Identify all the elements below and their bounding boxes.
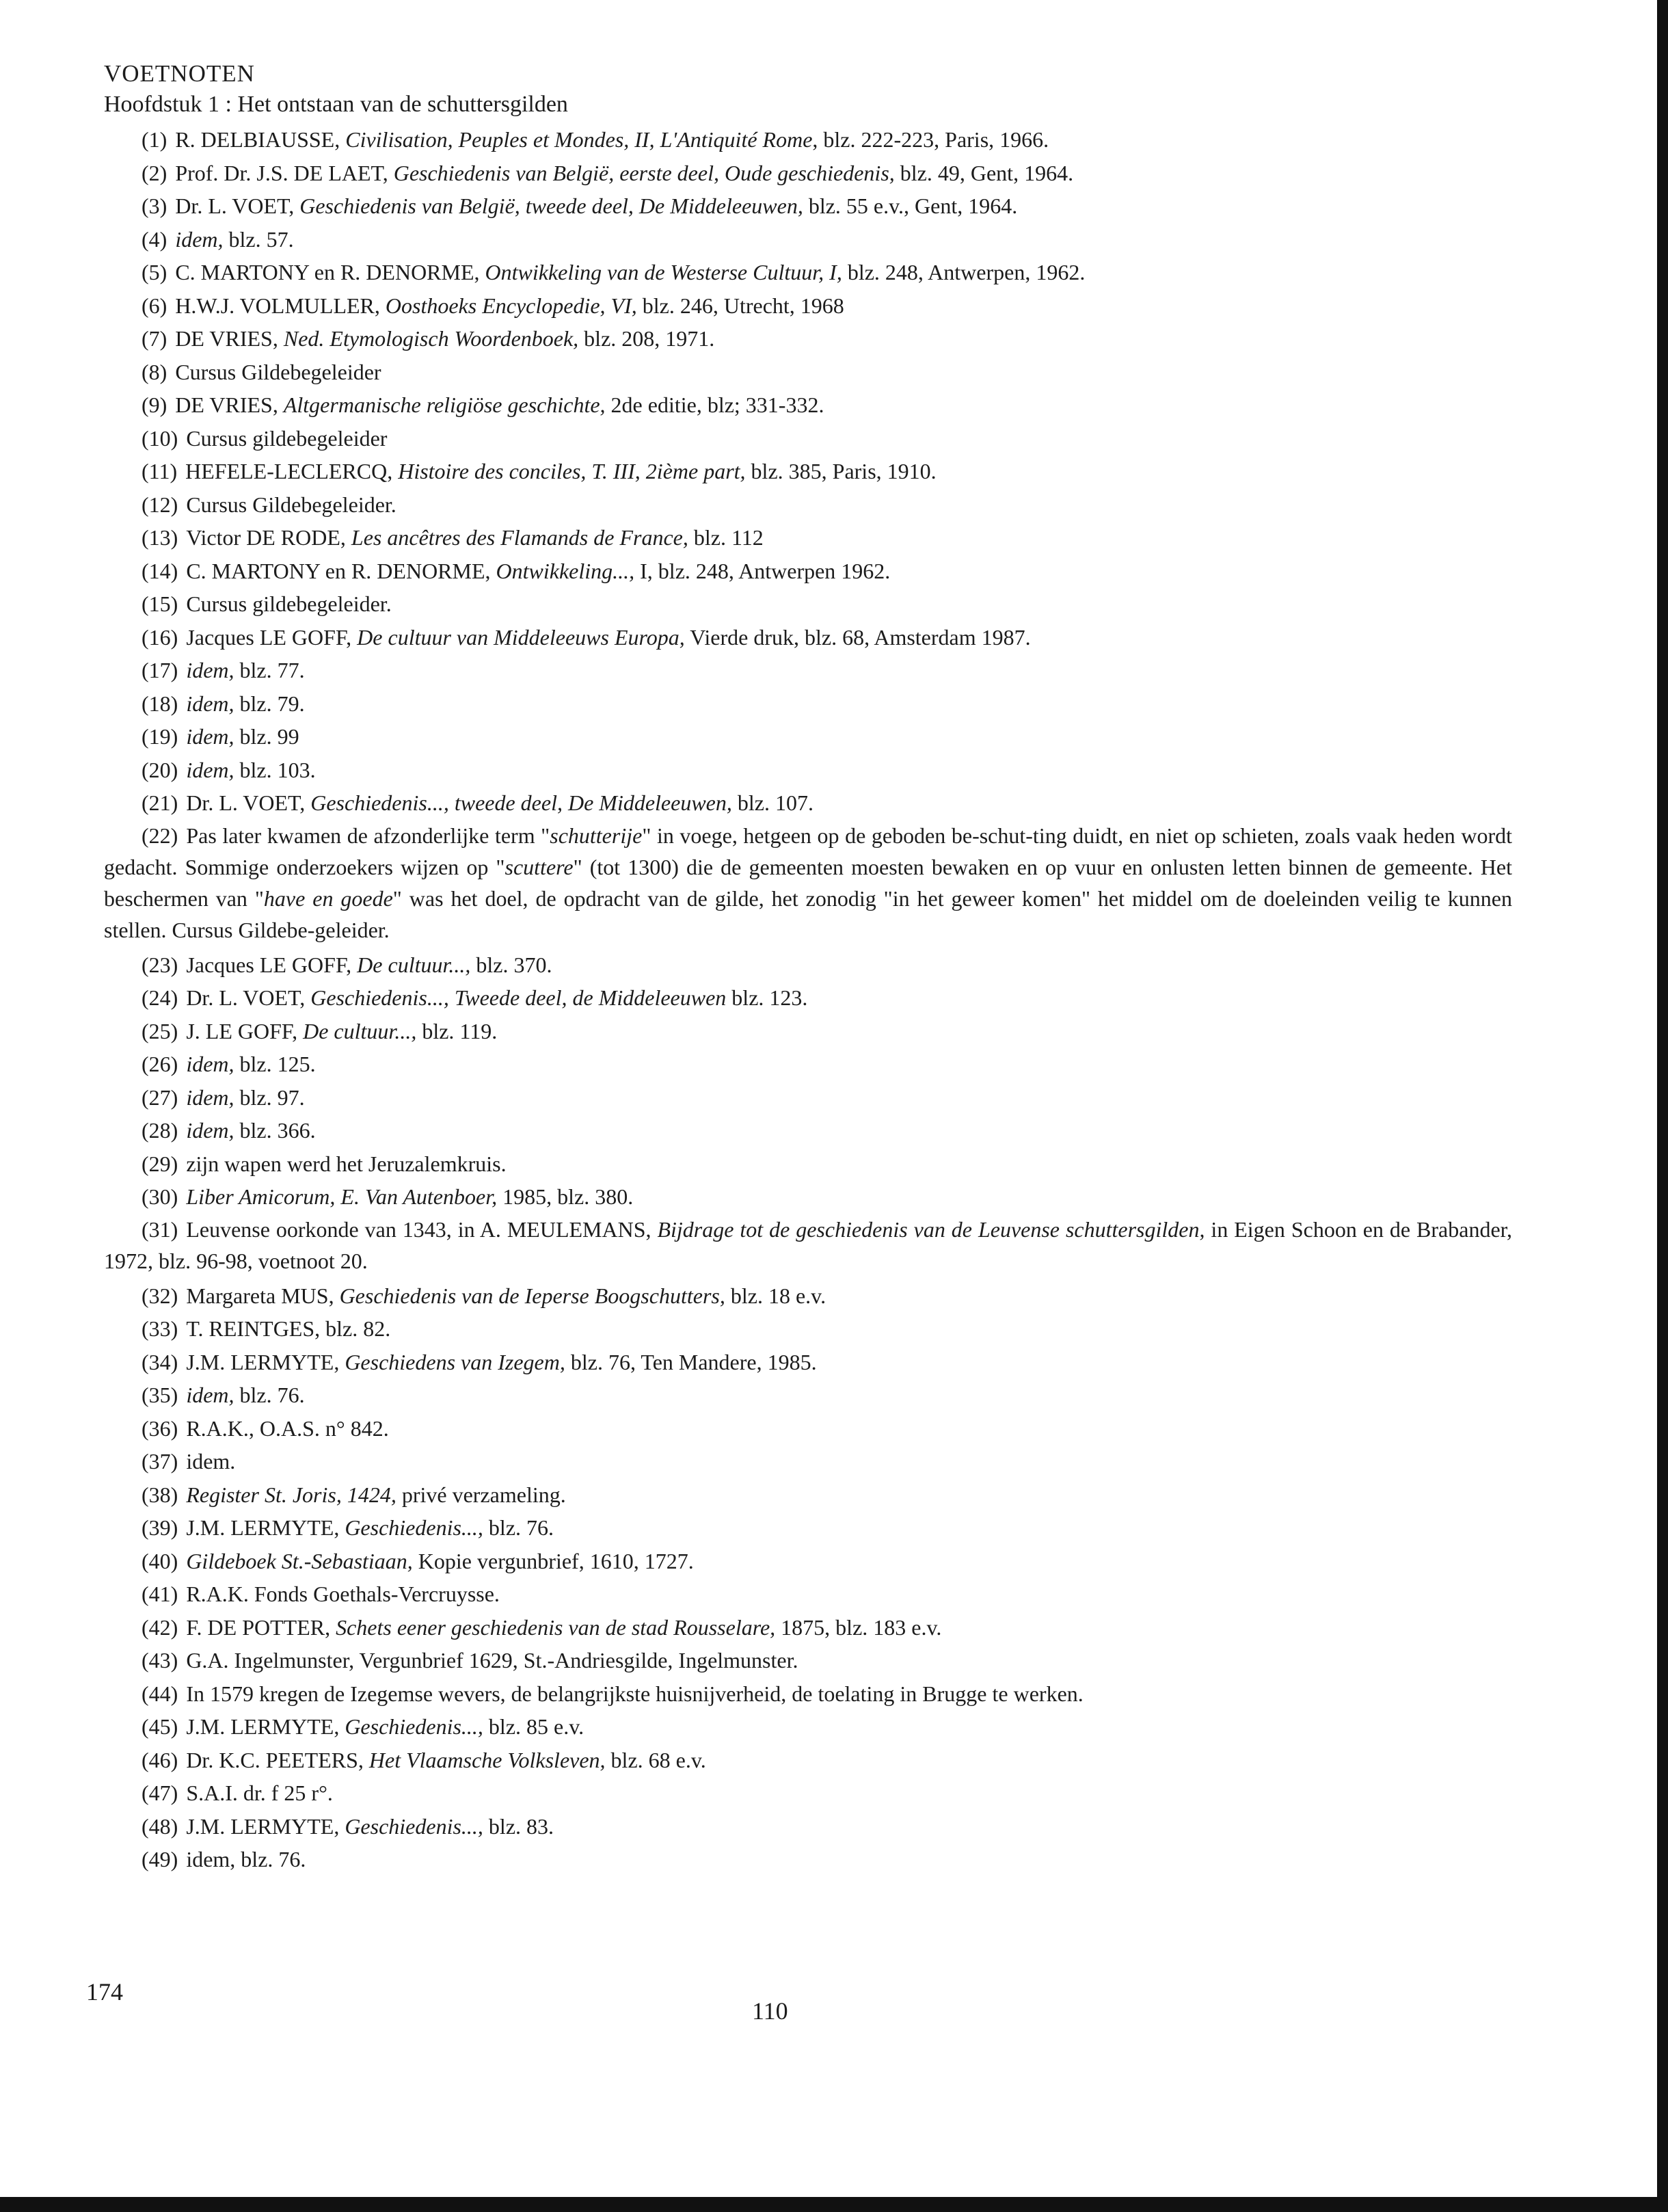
footnotes-page (104, 59, 1512, 1876)
footnote-text: R.A.K., O.A.S. n° 842. (186, 1415, 389, 1441)
footnote-title: Gildeboek St.-Sebastiaan, (186, 1548, 413, 1573)
chapter-heading: Hoofdstuk 1 : Het ontstaan van de schuttersgilden (104, 92, 568, 117)
footnote-ref: blz. 49, Gent, 1964. (900, 160, 1074, 185)
footnote (104, 1147, 1512, 1181)
footnote-number: (14) (142, 558, 178, 583)
footnote (104, 720, 1512, 754)
footnote (104, 256, 1512, 289)
footnote (104, 1776, 1512, 1810)
footnote-text: Jacques LE GOFF, (186, 952, 352, 977)
footnote (104, 1412, 1512, 1445)
footnote-number: (26) (142, 1052, 178, 1076)
footnote-ref: blz. 68 e.v. (610, 1747, 706, 1772)
footnote-ref: blz. 85 e.v. (488, 1714, 584, 1739)
footnote-number: (9) (142, 392, 167, 417)
footnote (104, 1810, 1512, 1843)
footnote-ref: blz. 103. (239, 757, 316, 782)
footnote-text: DE VRIES, (175, 326, 278, 351)
footnote-number: (2) (142, 160, 167, 185)
footnote (104, 981, 1512, 1015)
footnote-number: (49) (142, 1847, 178, 1871)
footnote-term: have en goede (263, 885, 393, 911)
footnote-title: Ned. Etymologisch Woordenboek, (283, 326, 579, 351)
footnote-number: (17) (142, 658, 178, 682)
footnote (104, 1677, 1512, 1711)
page-number-left: 174 (86, 1978, 123, 2006)
footnote-number: (8) (142, 359, 167, 384)
footnote-text: T. REINTGES, blz. 82. (186, 1316, 391, 1341)
footnote-number: (42) (142, 1614, 178, 1640)
footnote-number: (48) (142, 1813, 178, 1839)
footnote (104, 123, 1512, 157)
footnote-ref: blz. 57. (228, 226, 294, 252)
footnote (104, 388, 1512, 422)
footnote-ref: blz. 107. (737, 790, 813, 815)
footnote (104, 1312, 1512, 1346)
footnote-ref: blz. 76. (488, 1515, 554, 1540)
footnote-ref: blz. 248, Antwerpen, 1962. (847, 260, 1086, 284)
footnote-number: (46) (142, 1747, 178, 1772)
footnote-number: (19) (142, 724, 178, 749)
footnote-text: Cursus gildebegeleider (186, 425, 388, 451)
footnote-title: Geschiedenis van de Ieperse Boogschutters, (339, 1283, 725, 1308)
footnote-title: Bijdrage tot de geschiedenis van de Leuvense schuttersgilden, (657, 1216, 1205, 1242)
footnote-text: Dr. K.C. PEETERS, (186, 1747, 364, 1772)
footnote-ref: blz. 76, Ten Mandere, 1985. (570, 1349, 817, 1374)
footnote (104, 223, 1512, 256)
footnote-text: Dr. L. VOET, (186, 985, 306, 1010)
footnote (104, 189, 1512, 223)
footnote-number: (34) (142, 1349, 178, 1374)
footnote (104, 1346, 1512, 1379)
footnote-number: (5) (142, 260, 167, 284)
footnote (104, 322, 1512, 356)
footnote (104, 754, 1512, 787)
footnote-title: idem, (186, 757, 234, 782)
footnote-number: (16) (142, 624, 178, 650)
footnote-number: (25) (142, 1018, 178, 1043)
footnote-number: (21) (142, 790, 178, 815)
footnote-ref: in Eigen Schoon en de Brabander, 1972, blz. 96-98, voetnoot 20. (104, 1216, 1513, 1273)
footnote-term: schutterije (550, 823, 643, 848)
footnote-ref: privé verzameling. (401, 1482, 566, 1507)
footnote-number: (20) (142, 757, 178, 782)
footnote-number: (39) (142, 1515, 178, 1540)
footnote-number: (11) (142, 459, 178, 483)
footnote-title: Geschiedenis..., (345, 1813, 483, 1839)
footnote (104, 1710, 1512, 1744)
footnote-list (104, 123, 1512, 1876)
footnote-text: R. DELBIAUSSE, (175, 127, 340, 152)
footnote-ref: I, blz. 248, Antwerpen 1962. (640, 558, 891, 583)
footnote-number: (12) (142, 492, 178, 517)
footnote-title: Geschiedens van Izegem, (345, 1349, 565, 1374)
footnote-text: DE VRIES, (175, 392, 278, 417)
footnote (104, 1048, 1512, 1081)
footnote (104, 654, 1512, 687)
footnote (104, 621, 1512, 654)
footnote-text: idem. (186, 1449, 236, 1474)
footnote-title: idem, (186, 658, 234, 682)
footnote-title: Ontwikkeling van de Westerse Cultuur, I, (485, 260, 842, 284)
footnote-ref: blz. 97. (239, 1084, 305, 1110)
footnote-title: Schets eener geschiedenis van de stad Rousselare, (336, 1614, 776, 1640)
footnote-ref: 1875, blz. 183 e.v. (781, 1614, 942, 1640)
footnote-number: (27) (142, 1084, 178, 1110)
footnote-text: HEFELE-LECLERCQ, (185, 459, 393, 483)
footnote (104, 1114, 1512, 1147)
footnote-title: Civilisation, Peuples et Mondes, II, L'Antiquité Rome (345, 127, 813, 152)
footnote-ref: blz. 246, Utrecht, 1968 (642, 293, 844, 318)
footnote-title: Geschiedenis van België, eerste deel, Oude geschiedenis, (393, 160, 895, 185)
footnote-text: C. MARTONY en R. DENORME, (186, 558, 491, 583)
footnote-text: Prof. Dr. J.S. DE LAET, (175, 160, 388, 185)
footnote-title: idem, (186, 1118, 234, 1143)
footnote-text: G.A. Ingelmunster, Vergunbrief 1629, St.-Andriesgilde, Ingelmunster. (186, 1648, 798, 1673)
footnote (104, 1015, 1512, 1048)
footnote-title: Les ancêtres des Flamands de France, (351, 525, 688, 550)
page-title: VOETNOTEN (104, 60, 255, 87)
footnote (104, 687, 1512, 721)
footnote-number: (45) (142, 1714, 178, 1739)
footnote-title: De cultuur..., (357, 952, 471, 977)
footnote-text: J.M. LERMYTE, (186, 1714, 340, 1739)
footnote-number: (1) (142, 127, 167, 152)
footnote (104, 488, 1512, 522)
footnote-ref: blz. 112 (693, 525, 764, 550)
footnote-text: zijn wapen werd het Jeruzalemkruis. (186, 1151, 507, 1176)
footnote-title: Geschiedenis..., Tweede deel, de Middeleeuwen (310, 985, 727, 1010)
footnote-text: J.M. LERMYTE, (186, 1349, 340, 1374)
footnote-title: Geschiedenis van België, tweede deel, De Middeleeuwen, (299, 194, 803, 218)
footnote-number: (3) (142, 194, 167, 218)
footnote-ref: blz. 125. (239, 1052, 316, 1076)
footnote-text: Dr. L. VOET, (186, 790, 306, 815)
footnote-number: (38) (142, 1482, 178, 1507)
footnote (104, 1279, 1512, 1313)
footnote-number: (4) (142, 226, 167, 252)
footnote-title: Geschiedenis..., (345, 1714, 483, 1739)
footnote-ref: 2de editie, blz; 331-332. (610, 392, 824, 417)
footnote-ref: , blz. 222-223, Paris, 1966. (812, 127, 1049, 152)
footnote-text: Cursus Gildebegeleider. (186, 492, 396, 517)
footnote-ref: blz. 119. (422, 1018, 498, 1043)
footnote-number: (6) (142, 293, 167, 318)
footnote-title: Altgermanische religiöse geschichte, (283, 392, 606, 417)
footnote-number: (32) (142, 1283, 178, 1308)
footnote-number: (43) (142, 1648, 178, 1673)
footnote-text: idem, blz. 76. (186, 1847, 306, 1871)
footnote (104, 1511, 1512, 1545)
footnote (104, 948, 1512, 982)
page-number-center: 110 (752, 1997, 788, 2025)
footnote-number: (18) (142, 691, 178, 716)
footnote-title: Het Vlaamsche Volksleven, (368, 1747, 606, 1772)
footnote-title: De cultuur..., (303, 1018, 417, 1043)
footnote-number: (10) (142, 425, 178, 451)
footnote (104, 455, 1512, 488)
footnote-number: (30) (142, 1184, 178, 1209)
footnote-ref: blz. 99 (239, 724, 299, 749)
footnote (104, 1611, 1512, 1644)
footnote-number: (37) (142, 1449, 178, 1474)
footnote-number: (13) (142, 525, 178, 550)
footnote-title: De cultuur van Middeleeuws Europa, (357, 624, 685, 650)
footnote-title: idem, (175, 226, 224, 252)
footnote-text: " (tot 1300) die de gemeenten moesten bewaken en op vuur en onlusten letten binnen de gemeente. Het beschermen van " (104, 854, 1513, 911)
footnote-title: idem, (186, 724, 234, 749)
footnote-ref: blz. 77. (239, 658, 305, 682)
footnote-ref: blz. 18 e.v. (730, 1283, 826, 1308)
footnote-number: (29) (142, 1151, 178, 1176)
footnote-number: (31) (142, 1216, 178, 1242)
footnote-ref: blz. 79. (239, 691, 305, 716)
footnote (104, 422, 1512, 455)
footnote-number: (36) (142, 1415, 178, 1441)
footnote-number: (35) (142, 1383, 178, 1407)
footnote (104, 786, 1512, 820)
footnote-title: Geschiedenis..., (345, 1515, 483, 1540)
footnote-text: Cursus Gildebegeleider (175, 359, 381, 384)
footnote (104, 555, 1512, 588)
footnote-number: (47) (142, 1781, 178, 1805)
footnote (104, 1577, 1512, 1611)
footnote-number: (7) (142, 326, 167, 351)
footnote-title: idem, (186, 691, 234, 716)
footnote (104, 1744, 1512, 1777)
footnote-number: (28) (142, 1118, 178, 1143)
footnote-text: J.M. LERMYTE, (186, 1813, 340, 1839)
footnote-text: F. DE POTTER, (186, 1614, 331, 1640)
footnote-text: H.W.J. VOLMULLER, (175, 293, 380, 318)
footnote-ref: 1985, blz. 380. (502, 1184, 634, 1209)
footnote-number: (41) (142, 1582, 178, 1606)
footnote-text: " was het doel, de opdracht van de gilde, het zonodig "in het geweer komen" het middel om de doeleinden veilig te kunnen stellen. Cursus Gildebe-geleider. (104, 885, 1513, 942)
footnote (104, 1445, 1512, 1478)
scan-edge-bottom (0, 2197, 1668, 2212)
footnote-title: Register St. Joris, 1424, (186, 1482, 396, 1507)
footnote-ref: Kopie vergunbrief, 1610, 1727. (418, 1548, 694, 1573)
footnote-text: " in voege, hetgeen op de geboden be-schut-ting duidt, en niet op schieten, zoals vaak heden wordt gedacht. Sommige onderzoekers wijzen op " (104, 823, 1513, 879)
footnote (104, 1180, 1512, 1214)
footnote-title: idem, (186, 1383, 234, 1407)
footnote-title: Geschiedenis..., tweede deel, De Middeleeuwen, (310, 790, 732, 815)
footnote (104, 1478, 1512, 1512)
footnote (104, 157, 1512, 190)
footnote-text: Leuvense oorkonde van 1343, in A. MEULEMANS, (186, 1216, 651, 1242)
footnote-ref: blz. 366. (239, 1118, 316, 1143)
footnote-ref: blz. 55 e.v., Gent, 1964. (808, 194, 1018, 218)
footnote-text: Victor DE RODE, (186, 525, 346, 550)
footnote (104, 1644, 1512, 1677)
footnote (104, 1843, 1512, 1876)
footnote (104, 587, 1512, 621)
footnote-text: J.M. LERMYTE, (186, 1515, 340, 1540)
footnote (104, 1378, 1512, 1412)
footnote-text: C. MARTONY en R. DENORME, (175, 260, 480, 284)
footnote-text: Pas later kwamen de afzonderlijke term " (186, 823, 550, 848)
footnote-ref: blz. 370. (476, 952, 552, 977)
footnote-title: idem, (186, 1084, 234, 1110)
footnote-title: Oosthoeks Encyclopedie, VI, (385, 293, 637, 318)
footnote (104, 289, 1512, 323)
footnote-term: scuttere (505, 854, 574, 879)
footnote-text: In 1579 kregen de Izegemse wevers, de belangrijkste huisnijverheid, de toelating in Brugge te werken. (186, 1681, 1084, 1706)
footnote-number: (24) (142, 985, 178, 1010)
footnote-ref: blz. 123. (731, 985, 808, 1010)
footnote-number: (40) (142, 1548, 178, 1573)
footnote-number: (33) (142, 1316, 178, 1341)
footnote-text: J. LE GOFF, (186, 1018, 298, 1043)
footnote (104, 1545, 1512, 1578)
footnote-title: Histoire des conciles, T. III, 2ième part, (398, 459, 746, 483)
footnote-number: (23) (142, 952, 178, 977)
footnote-ref: blz. 208, 1971. (584, 326, 715, 351)
footnote (104, 1081, 1512, 1115)
footnote-long (104, 820, 1512, 946)
footnote-title: Ontwikkeling..., (496, 558, 635, 583)
footnote-title: Liber Amicorum, E. Van Autenboer, (186, 1184, 498, 1209)
footnote-number: (44) (142, 1681, 178, 1706)
footnote-number: (15) (142, 591, 178, 616)
scan-edge-right (1657, 0, 1668, 2212)
footnote-text: Cursus gildebegeleider. (186, 591, 392, 616)
footnote-title: idem, (186, 1052, 234, 1076)
footnote-text: Margareta MUS, (186, 1283, 334, 1308)
footnote-ref: blz. 76. (239, 1383, 305, 1407)
footnote-ref: blz. 83. (488, 1813, 554, 1839)
footnote-text: Jacques LE GOFF, (186, 624, 352, 650)
footnote-text: Dr. L. VOET, (175, 194, 295, 218)
footnote-long (104, 1214, 1512, 1277)
footnote-text: R.A.K. Fonds Goethals-Vercruysse. (186, 1582, 500, 1606)
footnote (104, 356, 1512, 389)
footnote (104, 521, 1512, 555)
footnote-ref: blz. 385, Paris, 1910. (751, 459, 937, 483)
footnote-text: S.A.I. dr. f 25 r°. (186, 1781, 333, 1805)
footnote-number: (22) (142, 823, 178, 848)
footnote-ref: Vierde druk, blz. 68, Amsterdam 1987. (690, 624, 1031, 650)
